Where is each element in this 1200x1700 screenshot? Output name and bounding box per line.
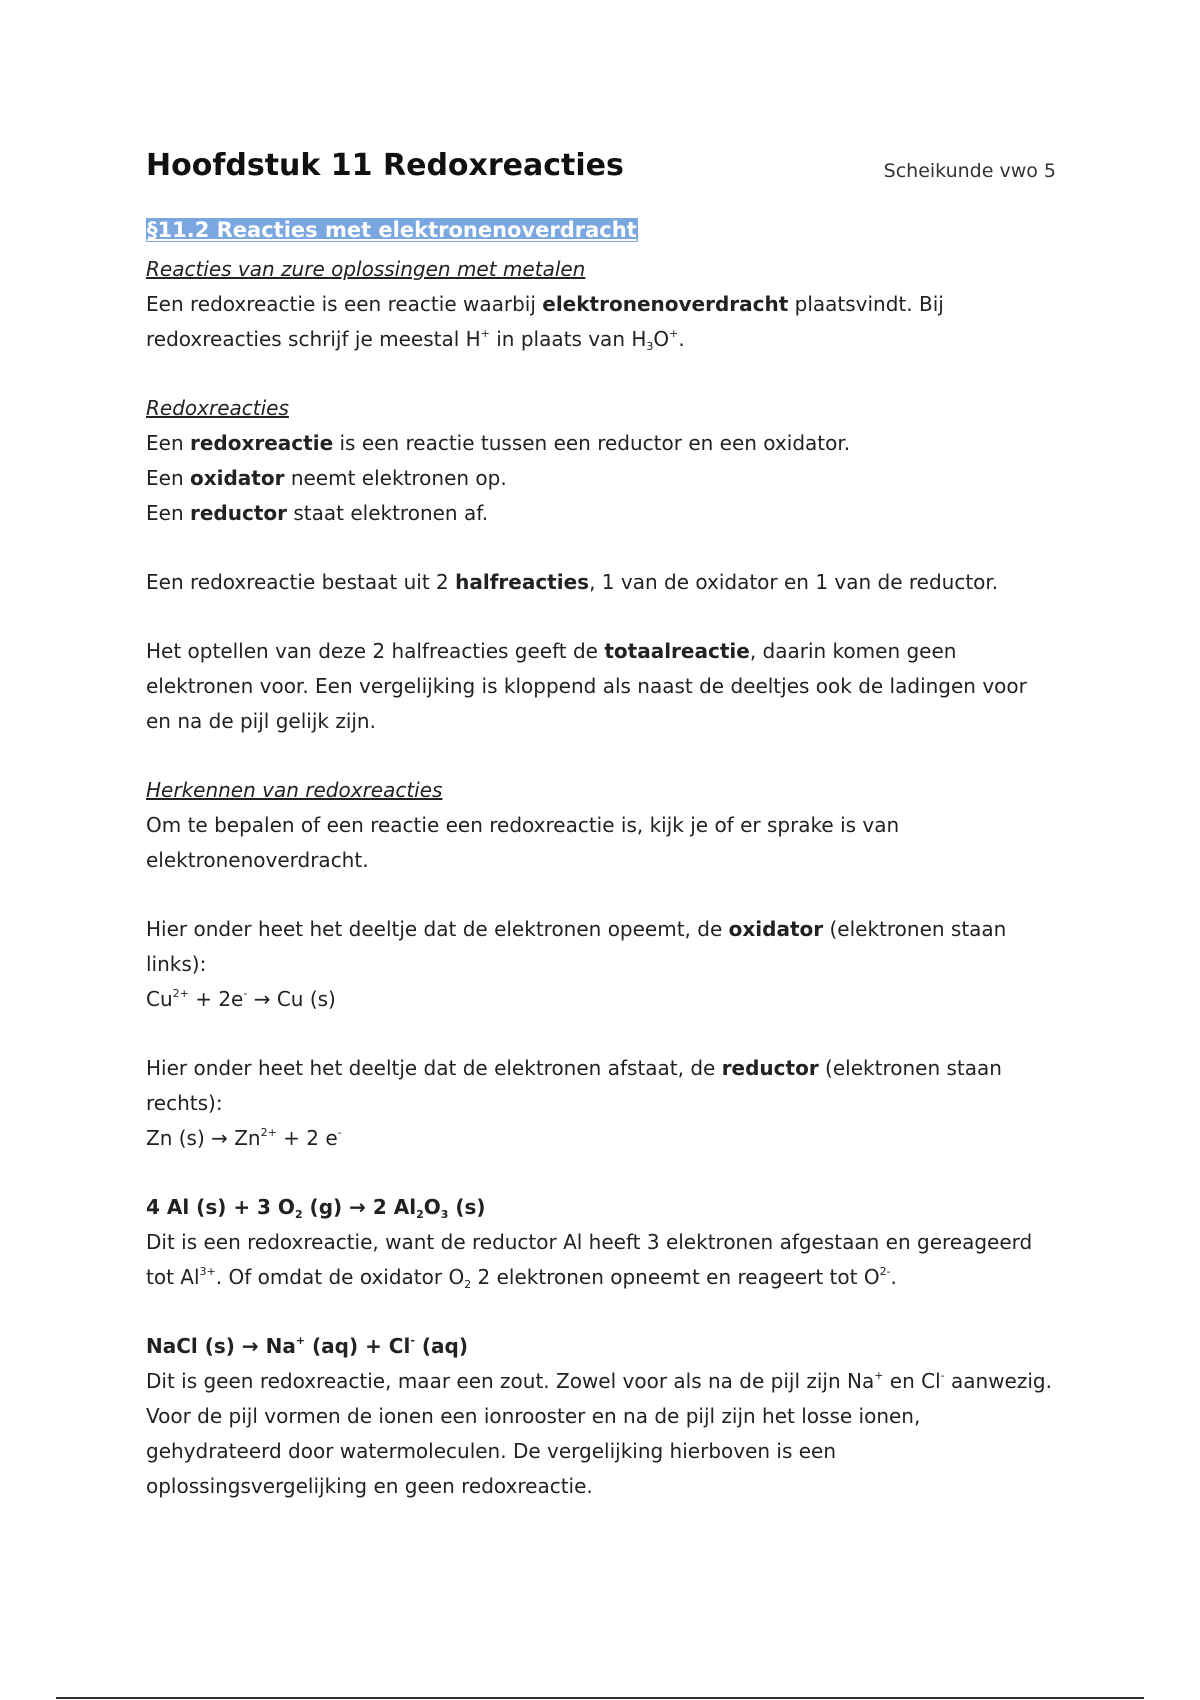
subheading-zure-oplossingen: Reacties van zure oplossingen met metalen [146, 257, 586, 281]
subject-label: Scheikunde vwo 5 [883, 160, 1056, 182]
page-header [146, 148, 1056, 188]
paragraph-halfreacties: Een redoxreactie bestaat uit 2 halfreacties, 1 van de oxidator en 1 van de reductor. [146, 570, 999, 594]
page-bottom-rule [56, 1697, 1144, 1699]
subheading-herkennen: Herkennen van redoxreacties [146, 778, 443, 802]
page-title: Hoofdstuk 11 Redoxreacties [146, 148, 624, 183]
subheading-redoxreacties: Redoxreacties [146, 396, 289, 420]
equation-copper: $Cu^{2+} + 2e^- \to Cu$ (s) [146, 987, 336, 1011]
section-heading-selected[interactable]: §11.2 Reacties met elektronenoverdracht [147, 218, 637, 242]
equation-nacl: NaCl (s) → Na+ (aq) + Cl- (aq) [146, 1334, 468, 1358]
paragraph-reductor-example: Hier onder heet het deeltje dat de elektronen afstaat, de reductor (elektronen staan rechts): [146, 1056, 1002, 1115]
line-oxidator: Een oxidator neemt elektronen op. [146, 466, 507, 490]
paragraph-redox-definition: Een redoxreactie is een reactie waarbij elektronenoverdracht plaatsvindt. Bij redoxreacties schrijf je meestal H+ in plaats van $H_3O^+$. [146, 292, 944, 353]
equation-aluminium: 4 Al (s) + 3 $O_2$ (g) → 2 $Al_2O_3$ (s) [146, 1195, 486, 1221]
equation-zinc: Zn $(s) \to Zn^{2+} + 2$ e- [146, 1126, 342, 1150]
paragraph-herkennen: Om te bepalen of een reactie een redoxreactie is, kijk je of er sprake is van elektronenoverdracht. [146, 813, 900, 872]
paragraph-oxidator-example: Hier onder heet het deeltje dat de elektronen opeemt, de oxidator (elektronen staan links): [146, 917, 1007, 976]
paragraph-aluminium-explanation: Dit is een redoxreactie, want de reductor Al heeft 3 elektronen afgestaan en gereageerd tot $Al^{3+}$. Of omdat de oxidator $O_2$ 2 elektronen opneemt en reageert tot $O^{2-}$. [146, 1230, 1033, 1291]
paragraph-totaalreactie: Het optellen van deze 2 halfreacties geeft de totaalreactie, daarin komen geen elektronen voor. Een vergelijking is kloppend als naast de deeltjes ook de ladingen voor en na de pijl gelijk zijn. [146, 639, 1027, 733]
line-reductor: Een reductor staat elektronen af. [146, 501, 489, 525]
paragraph-nacl-explanation: Dit is geen redoxreactie, maar een zout. Zowel voor als na de pijl zijn Na+ en Cl- aanwezig. Voor de pijl vormen de ionen een ionrooster en na de pijl zijn het losse ionen, gehydrateerd door watermoleculen. De vergelijking hierboven is een oplossingsvergelijking en geen redoxreactie. [146, 1369, 1052, 1498]
line-redoxreactie: Een redoxreactie is een reactie tussen een reductor en een oxidator. [146, 431, 851, 455]
section-content [146, 252, 1056, 1504]
